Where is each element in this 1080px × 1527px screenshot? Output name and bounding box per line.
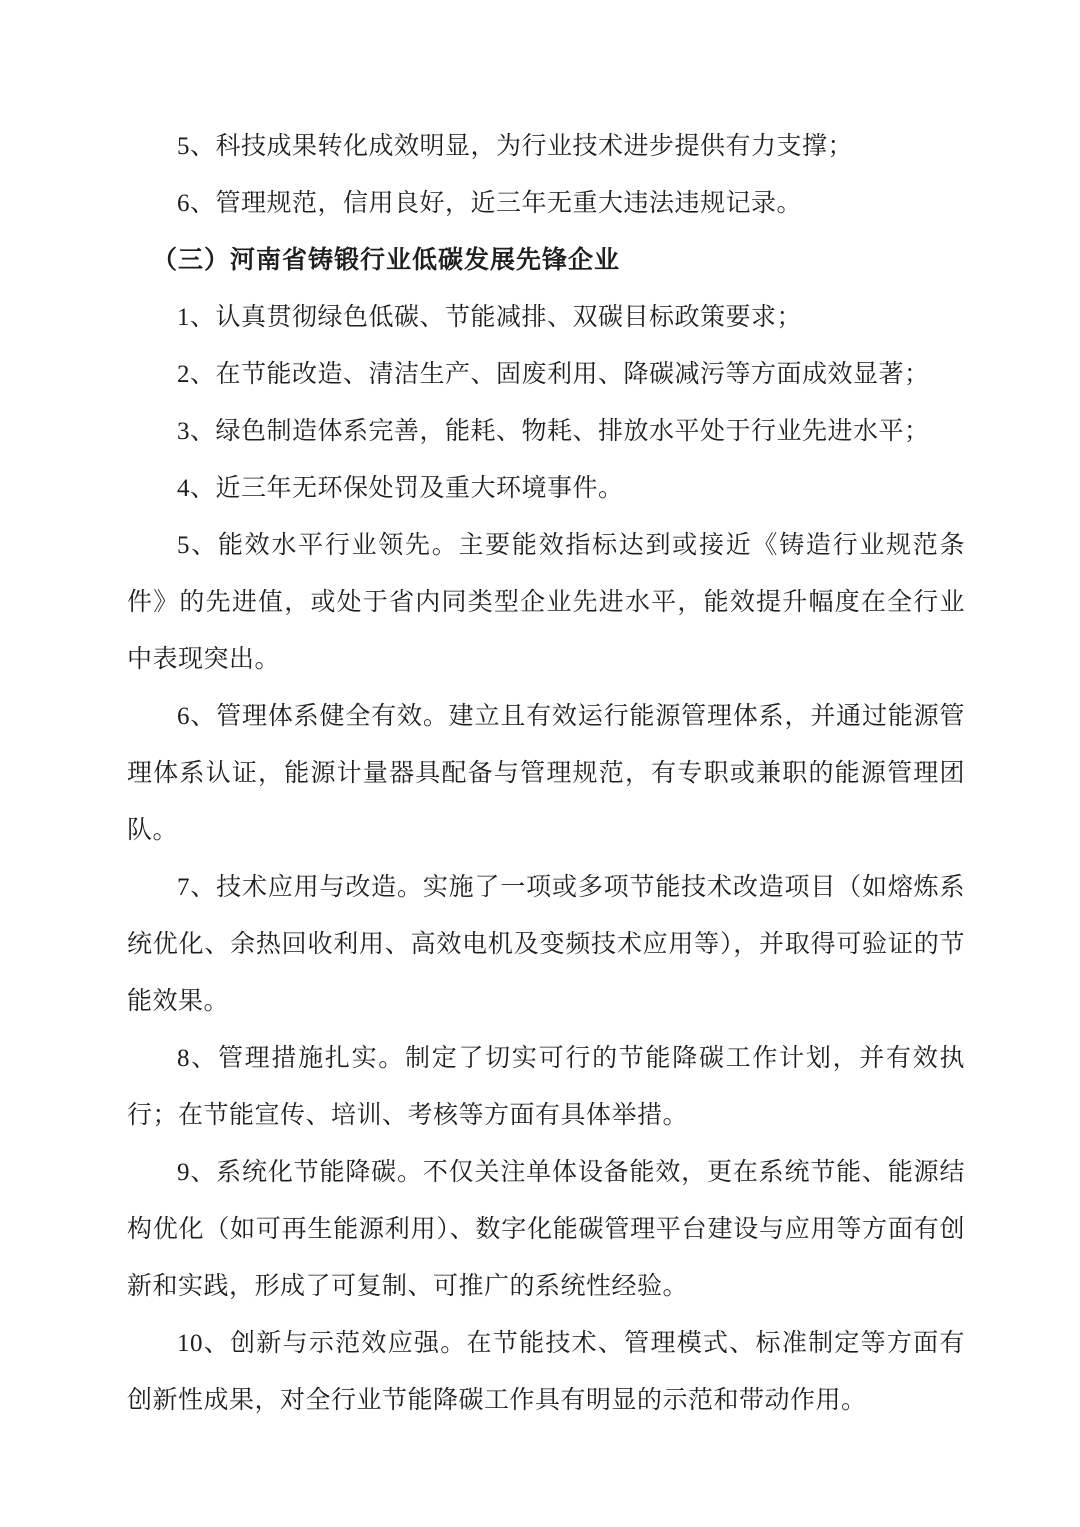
numbered-item-3: 3、绿色制造体系完善，能耗、物耗、排放水平处于行业先进水平； [177,418,930,445]
numbered-item-9: 9、系统化节能降碳。不仅关注单体设备能效，更在系统节能、能源结构优化（如可再生能源利用）、数字化能碳管理平台建设与应用等方面有创新和实践，形成了可复制、可推广的系统性经验。 [127,1159,965,1300]
numbered-item-2: 2、在节能改造、清洁生产、固废利用、降碳减污等方面成效显著； [177,361,930,388]
section-heading: （三）河南省铸锻行业低碳发展先锋企业 [152,246,621,274]
numbered-item-5: 5、能效水平行业领先。主要能效指标达到或接近《铸造行业规范条件》的先进值，或处于省内同类型企业先进水平，能效提升幅度在全行业中表现突出。 [127,532,965,673]
numbered-item-1: 1、认真贯彻绿色低碳、节能减排、双碳目标政策要求； [177,304,803,331]
numbered-item-prev-6: 6、管理规范，信用良好，近三年无重大违法违规记录。 [177,190,803,217]
document-content [127,118,965,1429]
numbered-item-4: 4、近三年无环保处罚及重大环境事件。 [177,475,624,502]
numbered-item-prev-5: 5、科技成果转化成效明显，为行业技术进步提供有力支撑； [177,133,854,160]
numbered-item-8: 8、管理措施扎实。制定了切实可行的节能降碳工作计划，并有效执行；在节能宣传、培训、考核等方面有具体举措。 [127,1045,965,1129]
numbered-item-6: 6、管理体系健全有效。建立且有效运行能源管理体系，并通过能源管理体系认证，能源计量器具配备与管理规范，有专职或兼职的能源管理团队。 [127,703,965,844]
numbered-item-10: 10、创新与示范效应强。在节能技术、管理模式、标准制定等方面有创新性成果，对全行业节能降碳工作具有明显的示范和带动作用。 [127,1330,965,1414]
numbered-item-7: 7、技术应用与改造。实施了一项或多项节能技术改造项目（如熔炼系统优化、余热回收利用、高效电机及变频技术应用等），并取得可验证的节能效果。 [127,874,965,1015]
